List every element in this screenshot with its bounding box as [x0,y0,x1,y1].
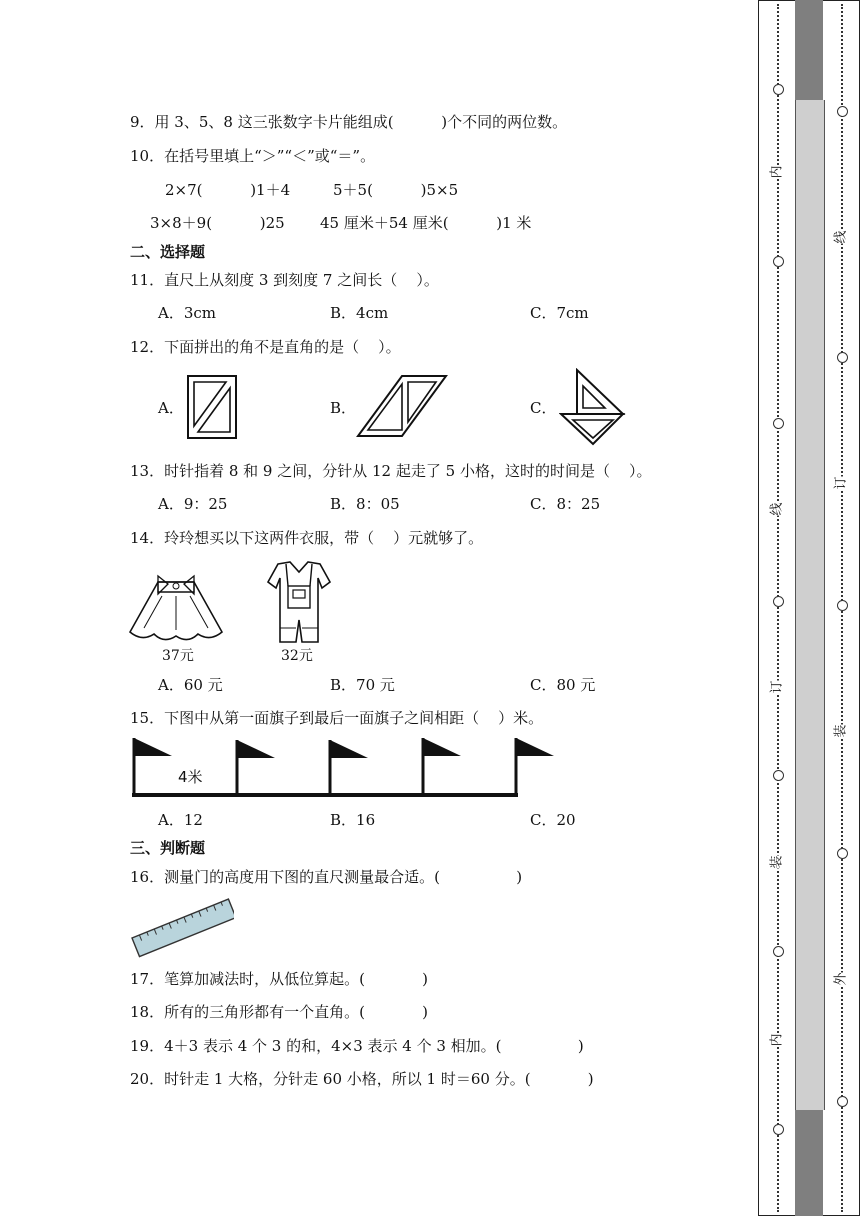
inner-dotted-line [777,4,779,1212]
binding-circle [837,106,848,117]
binding-circle [837,1096,848,1107]
binding-label-bind: 装 [769,855,785,869]
question-15-option-a: A．12 [158,811,203,829]
overalls-price: 32元 [281,648,313,664]
binding-circle [773,256,784,267]
binding-circle [837,600,848,611]
overalls-image [264,558,334,644]
binding-label-order: 订 [769,680,785,694]
question-11-option-a: A．3cm [158,304,217,322]
question-13-option-a: A．9：25 [158,495,228,513]
flag-icon [134,738,172,795]
flag-icon [423,738,461,795]
question-12: 12．下面拼出的角不是直角的是（ ）。 [130,338,401,356]
flag-icon [330,740,368,795]
angle-figure-b [356,374,448,438]
question-18: 18．所有的三角形都有一个直角。( ) [130,1003,429,1021]
angle-figure-a [186,374,238,440]
question-15-option-c: C．20 [530,811,576,829]
question-12-option-b: B． [330,399,357,417]
question-10-item-1: 2×7( )1＋4 [165,181,291,199]
question-11-option-b: B．4cm [330,304,389,322]
question-12-option-c: C． [530,399,557,417]
binding-circle [773,418,784,429]
question-14-option-c: C．80 元 [530,676,596,694]
question-14-option-a: A．60 元 [158,676,223,694]
flag-icon [516,738,554,795]
binding-circle [773,946,784,957]
question-13-option-b: B．8：05 [330,495,400,513]
question-11: 11．直尺上从刻度 3 到刻度 7 之间长（ ）。 [130,271,439,289]
flag-icon [237,740,275,795]
binding-label-outside: 外 [833,972,849,986]
question-14-option-b: B．70 元 [330,676,395,694]
question-9: 9．用 3、5、8 这三张数字卡片能组成( )个不同的两位数。 [130,113,568,131]
binding-label-line: 线 [769,502,785,516]
section-heading-judge: 三、判断题 [130,839,206,857]
binding-label-line-outer: 线 [833,230,849,244]
binding-label-bind-outer: 装 [833,724,849,738]
question-19: 19．4＋3 表示 4 个 3 的和，4×3 表示 4 个 3 相加。( ) [130,1037,584,1055]
binding-strip-bottom [795,1110,823,1216]
binding-label-inner: 内 [769,165,785,179]
binding-circle [837,848,848,859]
question-14: 14．玲玲想买以下这两件衣服，带（ ）元就够了。 [130,529,484,547]
question-10-item-2: 5＋5( )5×5 [333,181,459,199]
question-13: 13．时针指着 8 和 9 之间，分针从 12 起走了 5 小格，这时的时间是（ ）。 [130,462,652,480]
question-13-option-c: C．8：25 [530,495,601,513]
ruler-image [128,892,234,958]
skirt-price: 37元 [162,648,194,664]
question-17: 17．笔算加减法时，从低位算起。( ) [130,970,429,988]
binding-circle [773,770,784,781]
skirt-image [128,570,224,646]
binding-circle [773,84,784,95]
binding-label-order-outer: 订 [833,476,849,490]
flag-distance-label: 4米 [178,768,203,786]
binding-circle [773,1124,784,1135]
question-15-option-b: B．16 [330,811,376,829]
angle-figure-c [559,368,627,446]
question-11-option-c: C．7cm [530,304,589,322]
binding-circle [773,596,784,607]
question-10-item-4: 45 厘米＋54 厘米( )1 米 [320,214,532,232]
question-20: 20．时针走 1 大格，分针走 60 小格，所以 1 时＝60 分。( ) [130,1070,594,1088]
binding-strip-top [795,0,823,100]
section-heading-choice: 二、选择题 [130,243,206,261]
binding-label-inner-bottom: 内 [769,1033,785,1047]
question-10: 10．在括号里填上“＞”“＜”或“＝”。 [130,147,376,165]
question-10-item-3: 3×8＋9( )25 [150,214,285,232]
binding-circle [837,352,848,363]
question-12-option-a: A． [158,399,184,417]
binding-strip-middle [795,100,825,1110]
question-15: 15．下图中从第一面旗子到最后一面旗子之间相距（ ）米。 [130,709,544,727]
question-16: 16．测量门的高度用下图的直尺测量最合适。( ) [130,868,523,886]
